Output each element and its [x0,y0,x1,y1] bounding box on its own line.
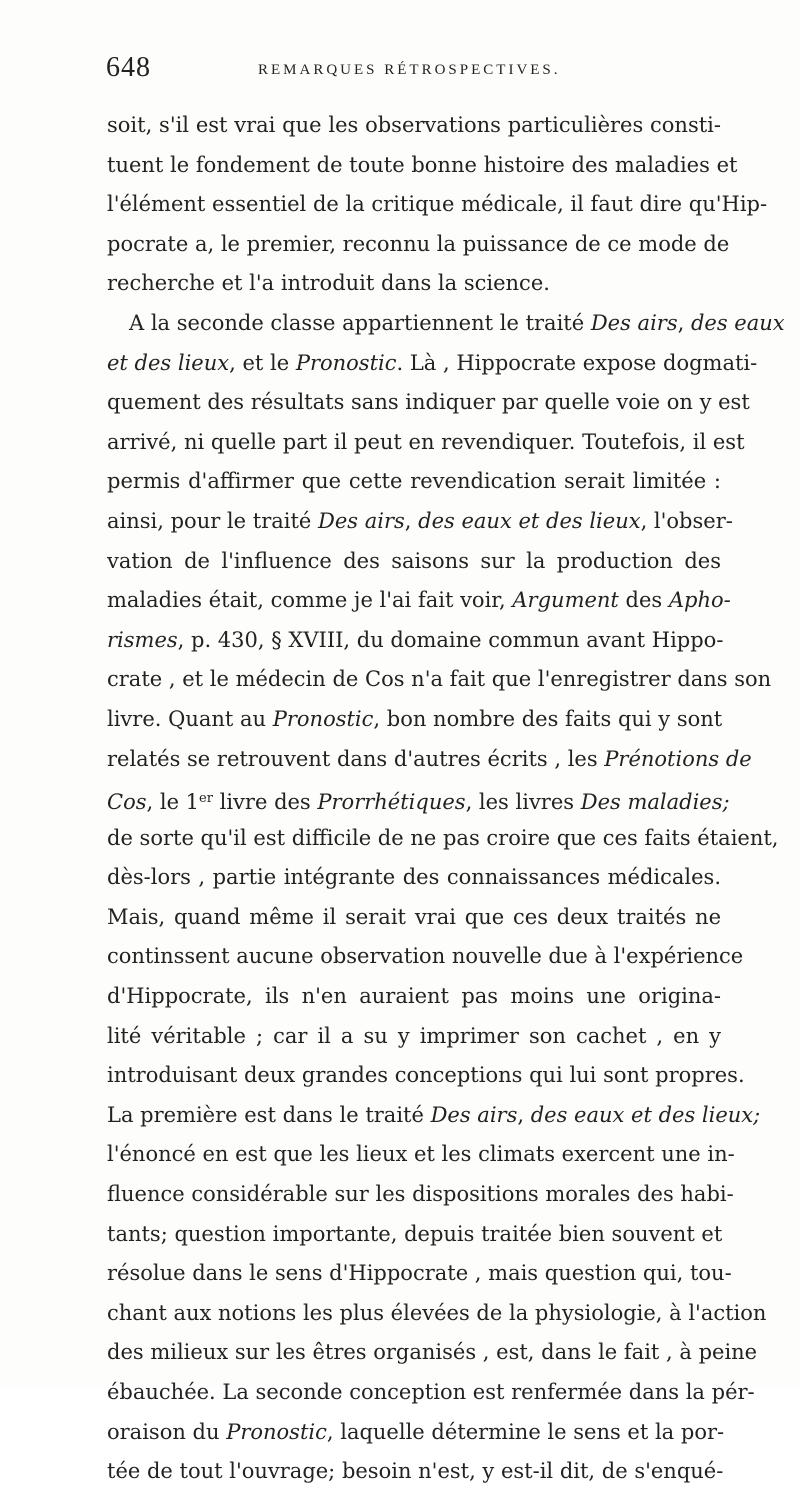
text-line [107,660,772,700]
text-line [107,304,785,344]
text-segment: La première est dans le traité [107,1102,431,1127]
text-segment: des [618,588,669,613]
text-segment: , [517,1102,531,1127]
italic-text: des eaux et des lieux [418,508,641,533]
text-line [107,1017,721,1057]
text-line [107,700,721,740]
text-line [107,858,721,898]
text-line [107,779,730,819]
text-line [107,264,721,304]
italic-text: Prénotions de [604,746,752,771]
text-segment: tuent le fondement de toute bonne histoire des maladies et [107,152,738,177]
text-segment: , bon nombre des faits qui y sont [373,706,723,731]
text-line [107,542,721,582]
italic-text: Des airs [318,508,405,533]
text-segment: livre. Quant au [107,706,273,731]
text-segment: continssent aucune observation nouvelle due à l'expérience [107,944,744,969]
body-text [107,106,785,1492]
text-line [107,898,721,938]
text-segment: résolue dans le sens d'Hippocrate , mais question qui, tou- [107,1261,732,1286]
italic-text: Des airs [590,310,678,335]
text-segment: , [677,310,691,335]
italic-text: Des maladies; [580,790,730,815]
text-line [107,423,745,463]
text-segment: , [404,508,419,533]
text-segment: ainsi, pour le traité [107,508,319,533]
italic-text: Pronostic [272,706,374,731]
text-segment: relatés se retrouvent dans d'autres écrits , les [107,746,605,771]
text-segment: ébauchée. La seconde conception est renfermée dans la pér- [107,1380,755,1404]
text-line [107,502,733,542]
text-segment: introduisant deux grandes conceptions qui lui sont propres. [107,1063,745,1088]
page-header [106,52,706,92]
text-line [107,185,768,225]
text-segment: A la seconde classe appartiennent le traité [129,310,591,335]
text-segment: arrivé, ni quelle part il peut en revendiquer. Toutefois, il est [107,429,745,454]
text-line [107,621,724,661]
text-line [107,819,779,859]
text-segment: soit, s'il est vrai que les observations particulières consti- [107,113,721,137]
text-line [107,1096,761,1136]
page-number: 648 [106,52,151,83]
text-line [107,1452,724,1492]
italic-text: Pronostic [295,350,397,375]
italic-text: Cos [107,790,147,815]
italic-text: rismes [107,627,178,652]
text-segment: l'énoncé en est que les lieux et les climats exercent une in- [107,1142,735,1167]
text-line [107,146,738,186]
italic-text: Argument [512,588,619,613]
italic-text: Des airs [430,1102,518,1127]
text-segment: dès-lors , partie intégrante des connaissances médicales. [107,865,721,890]
text-segment: . Là , Hippocrate expose dogmati- [396,350,758,375]
italic-text: Apho- [668,588,731,613]
text-segment: , et le [229,350,296,375]
text-segment: tée de tout l'ouvrage; besoin n'est, y est-il dit, de s'enqué- [107,1459,724,1484]
text-segment: fluence considérable sur les dispositions morales des habi- [107,1182,734,1207]
text-segment: livre des [212,790,318,815]
text-segment: , le 1 [146,790,200,815]
text-segment: oraison du [107,1419,227,1444]
text-segment: crate , et le médecin de Cos n'a fait que l'enregistrer dans son [107,667,772,692]
text-line [107,1413,725,1453]
text-line [107,1215,721,1255]
text-line [107,106,721,146]
italic-text: des eaux [690,310,785,335]
text-segment: maladies était, comme je l'ai fait voir, [107,588,513,613]
italic-text: Pronostic [226,1419,327,1444]
text-segment: tants; question importante, depuis traitée bien souvent et [107,1221,723,1246]
text-segment: , p. 430, § XVIII, du domaine commun avant Hippo- [177,627,724,652]
italic-text: des eaux et des lieux; [530,1102,761,1127]
text-segment: recherche et l'a introduit dans la science. [107,271,550,296]
text-segment: l'élément essentiel de la critique médicale, il faut dire qu'Hip- [107,192,768,217]
text-segment: pocrate a, le premier, reconnu la puissance de ce mode de [107,231,730,256]
text-line [107,383,750,423]
text-segment: Mais, quand même il serait vrai que ces deux traités ne [107,904,721,929]
text-line [107,937,744,977]
text-segment: , les livres [465,790,581,815]
text-line [107,740,752,780]
text-segment: quement des résultats sans indiquer par quelle voie on y est [107,390,750,415]
text-line [107,1056,745,1096]
text-line [107,462,721,502]
italic-text: et des lieux [107,350,230,375]
text-segment: chant aux notions les plus élevées de la physiologie, à l'action [107,1300,767,1325]
text-segment: lité véritable ; car il a su y imprimer son cachet , en y [107,1023,721,1048]
text-line [107,1175,734,1215]
text-line [107,977,721,1017]
text-line [107,344,758,384]
superscript-text: er [199,791,213,807]
text-line [107,1135,735,1175]
text-line [107,225,730,265]
text-line [107,1333,758,1373]
text-segment: d'Hippocrate, ils n'en auraient pas moins une origina- [107,984,721,1009]
text-segment: , l'obser- [640,508,733,533]
text-line [107,1254,732,1294]
text-segment: des milieux sur les êtres organisés , est, dans le fait , à peine [107,1340,758,1365]
italic-text: Prorrhétiques [317,790,466,815]
text-segment: , laquelle détermine le sens et la por- [326,1419,725,1444]
text-segment: permis d'affirmer que cette revendication serait limitée : [107,469,721,494]
text-line [107,1294,767,1334]
text-segment: de sorte qu'il est difficile de ne pas croire que ces faits étaient, [107,825,779,850]
text-line [107,1373,755,1413]
text-line [107,581,731,621]
running-head: REMARQUES RÉTROSPECTIVES. [258,62,561,78]
text-segment: vation de l'influence des saisons sur la production des [107,548,721,573]
